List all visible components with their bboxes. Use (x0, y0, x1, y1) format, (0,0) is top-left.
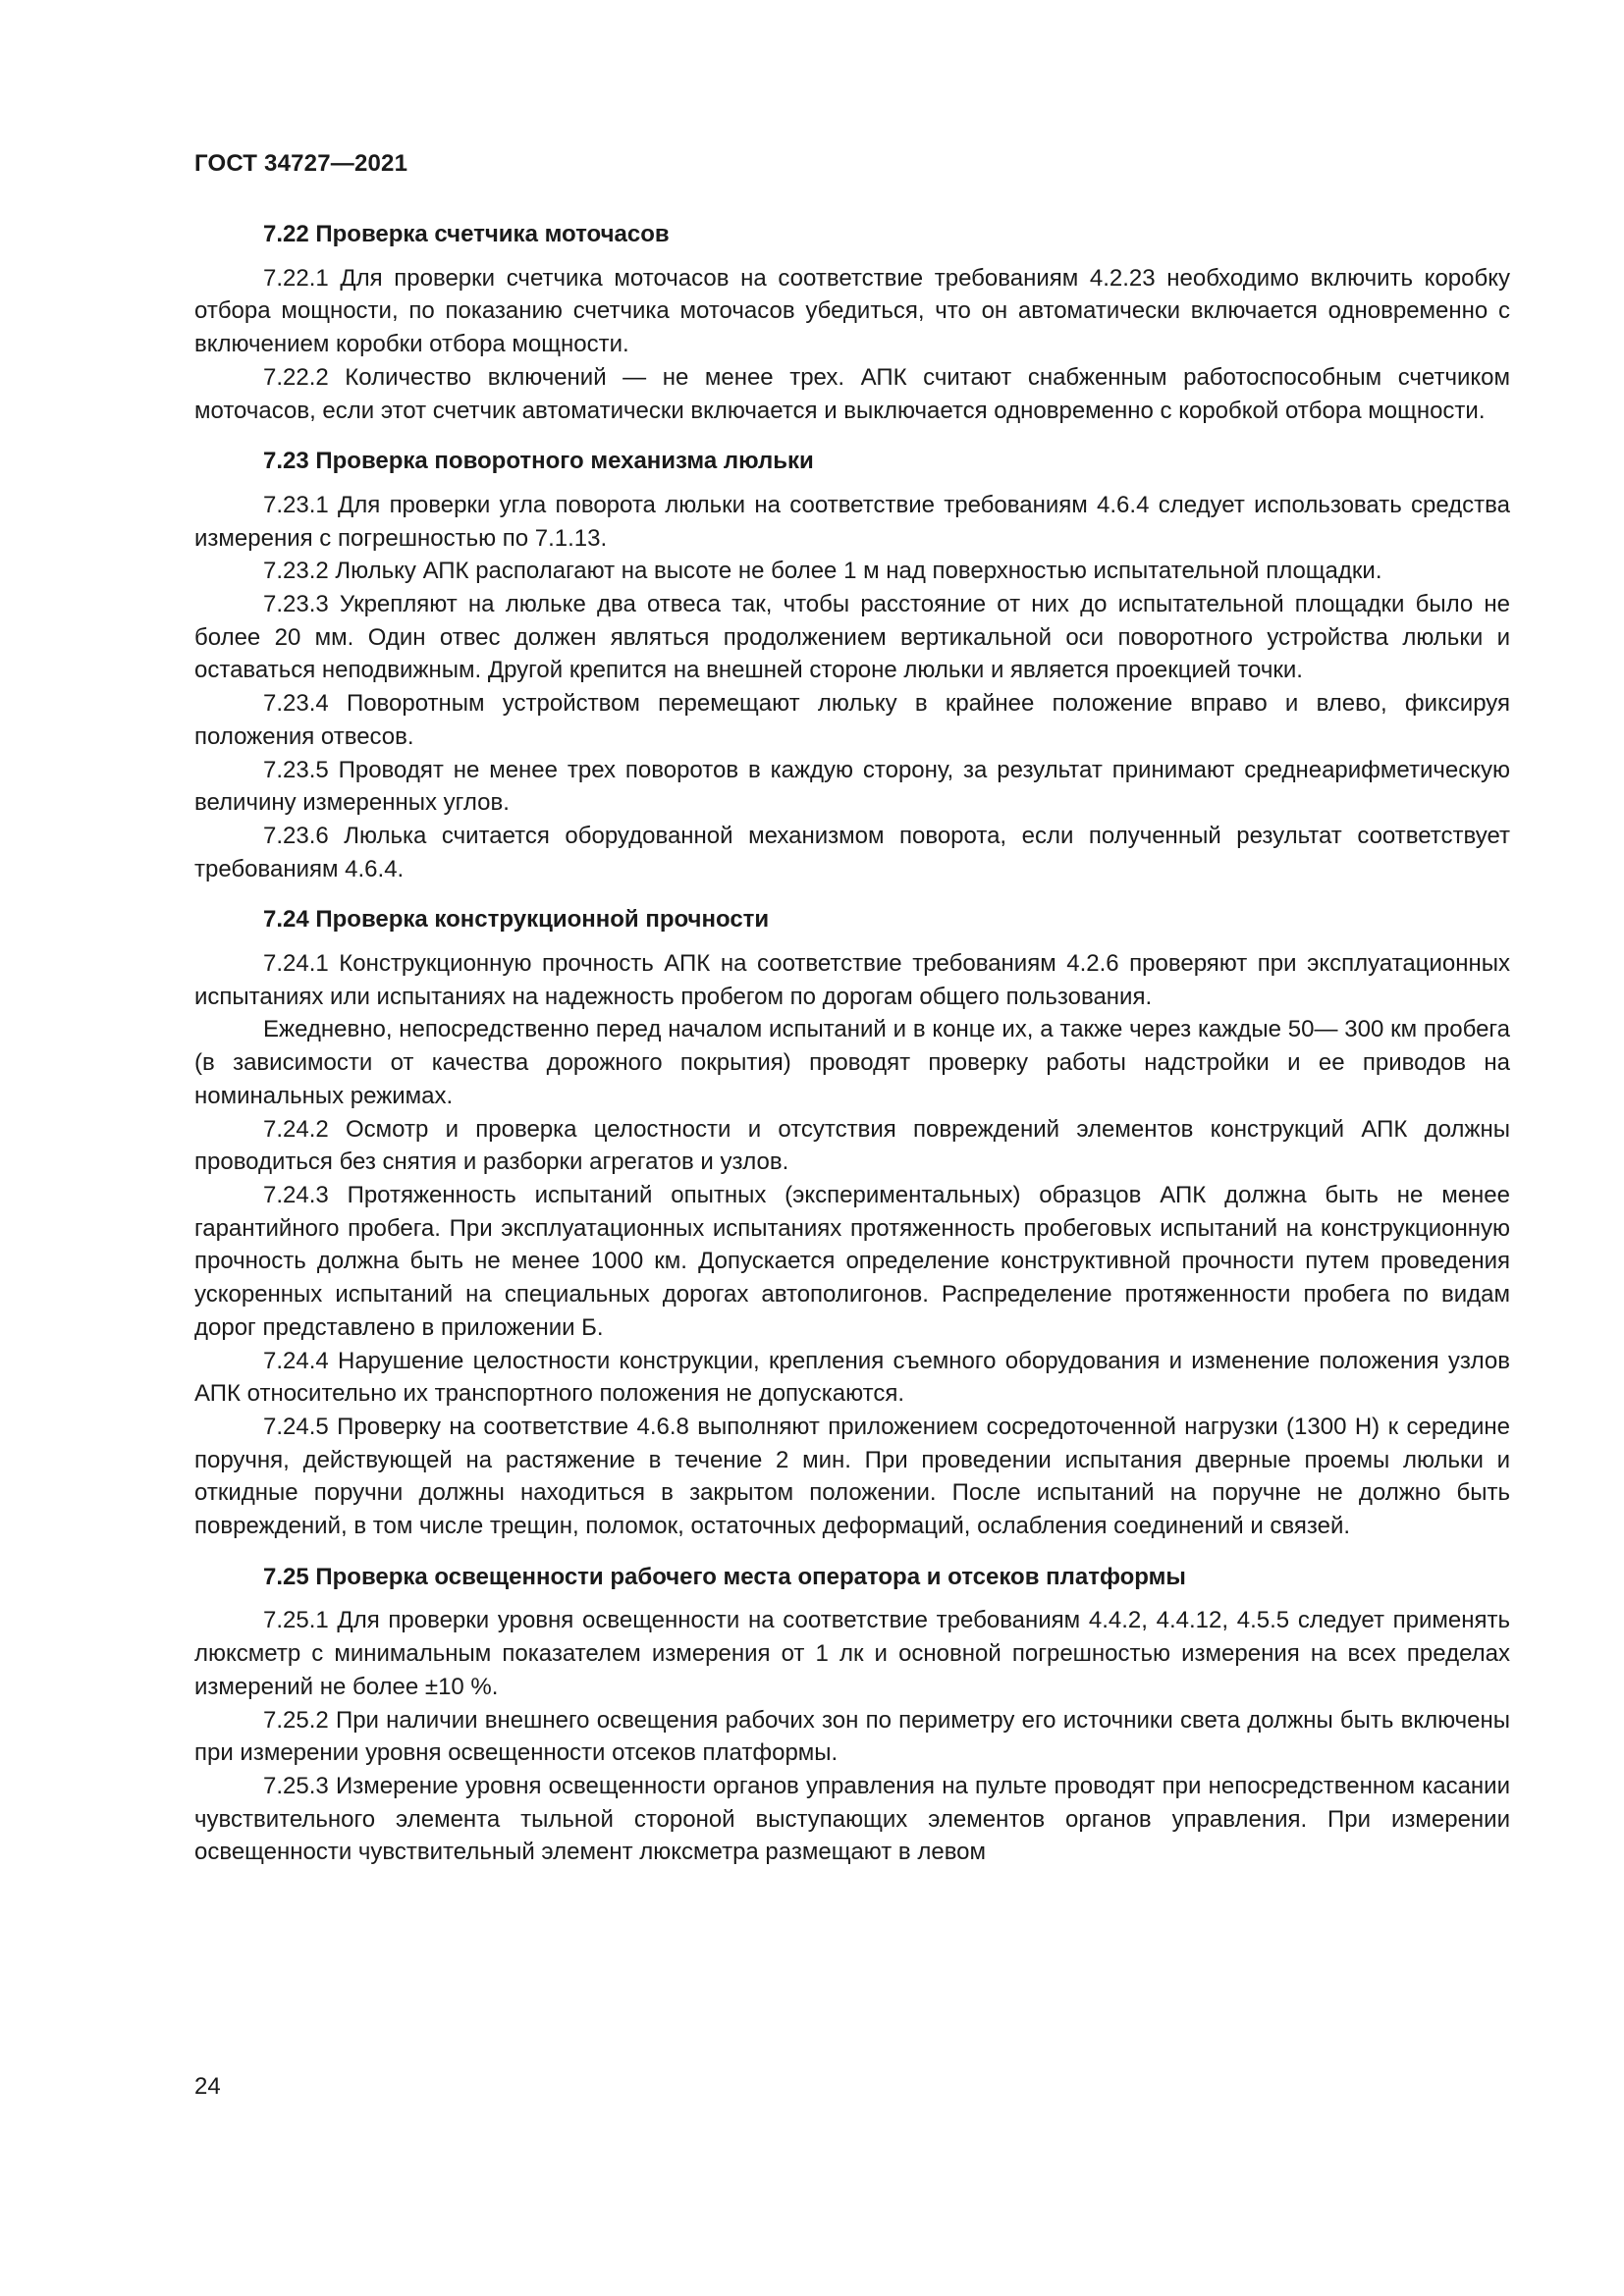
paragraph: 7.24.4 Нарушение целостности конструкции, крепления съемного оборудования и изменение положения узлов АПК относительно их транспортного положения не допускаются. (194, 1347, 1510, 1408)
paragraph: 7.23.2 Люльку АПК располагают на высоте не более 1 м над поверхностью испытательной площадки. (263, 558, 1382, 585)
section-7-22 (194, 218, 1510, 427)
paragraph: Ежедневно, непосредственно перед началом испытаний и в конце их, а также через каждые 50— 300 км пробега (в зависимости от качества дорожного покрытия) проводят проверку работы надстройки и ее приводов на номинальных режимах. (194, 1016, 1510, 1109)
paragraph: 7.25.2 При наличии внешнего освещения рабочих зон по периметру его источники света должны быть включены при измерении уровня освещенности отсеков платформы. (194, 1706, 1510, 1767)
section-title: 7.23 Проверка поворотного механизма люльки (263, 448, 814, 475)
paragraph: 7.24.5 Проверку на соответствие 4.6.8 выполняют приложением сосредоточенной нагрузки (1300 Н) к середине поручня, действующей на растяжение в течение 2 мин. При проведении испытания дверные проемы люльки и откидные поручни должны находиться в закрытом положении. После испытаний на поручне не должно быть повреждений, в том числе трещин, поломок, остаточных деформаций, ослабления соединений и связей. (194, 1413, 1510, 1540)
document-body (194, 218, 1510, 1869)
paragraph: 7.23.6 Люлька считается оборудованной механизмом поворота, если полученный результат соответствует требованиям 4.6.4. (194, 822, 1510, 882)
paragraph: 7.24.1 Конструкционную прочность АПК на соответствие требованиям 4.2.6 проверяют при эксплуатационных испытаниях или испытаниях на надежность пробегом по дорогам общего пользования. (194, 950, 1510, 1010)
section-title: 7.25 Проверка освещенности рабочего места оператора и отсеков платформы (263, 1563, 1186, 1590)
paragraph: 7.23.1 Для проверки угла поворота люльки на соответствие требованиям 4.6.4 следует использовать средства измерения с погрешностью по 7.1.13. (194, 491, 1510, 552)
paragraph: 7.23.5 Проводят не менее трех поворотов в каждую сторону, за результат принимают среднеарифметическую величину измеренных углов. (194, 756, 1510, 817)
paragraph: 7.23.4 Поворотным устройством перемещают люльку в крайнее положение вправо и влево, фиксируя положения отвесов. (194, 690, 1510, 750)
page-number: 24 (194, 2073, 221, 2100)
paragraph: 7.22.1 Для проверки счетчика моточасов на соответствие требованиям 4.2.23 необходимо включить коробку отбора мощности, по показанию счетчика моточасов убедиться, что он автоматически включается одновременно с включением коробки отбора мощности. (194, 264, 1510, 358)
paragraph: 7.25.1 Для проверки уровня освещенности на соответствие требованиям 4.4.2, 4.4.12, 4.5.5 следует применять люксметр с минимальным показателем измерения от 1 лк и основной погрешностью измерения на всех пределах измерений не более ±10 %. (194, 1607, 1510, 1700)
document-header: ГОСТ 34727—2021 (194, 150, 408, 177)
section-7-25 (194, 1561, 1510, 1869)
paragraph: 7.22.2 Количество включений — не менее трех. АПК считают снабженным работоспособным счетчиком моточасов, если этот счетчик автоматически включается и выключается одновременно с коробкой отбора мощности. (194, 363, 1510, 424)
paragraph: 7.24.3 Протяженность испытаний опытных (экспериментальных) образцов АПК должна быть не менее гарантийного пробега. При эксплуатационных испытаниях протяженность пробеговых испытаний на конструкционную прочность должна быть не менее 1000 км. Допускается определение конструктивной прочности путем проведения ускоренных испытаний на специальных дорогах автополигонов. Распределение протяженности пробега по видам дорог представлено в приложении Б. (194, 1181, 1510, 1341)
section-title: 7.24 Проверка конструкционной прочности (263, 906, 770, 934)
section-title: 7.22 Проверка счетчика моточасов (263, 221, 670, 247)
paragraph: 7.23.3 Укрепляют на люльке два отвеса так, чтобы расстояние от них до испытательной площадки было не более 20 мм. Один отвес должен являться продолжением вертикальной оси поворотного устройства люльки и оставаться неподвижным. Другой крепится на внешней стороне люльки и является проекцией точки. (194, 591, 1510, 684)
paragraph: 7.24.2 Осмотр и проверка целостности и отсутствия повреждений элементов конструкций АПК должны проводиться без снятия и разборки агрегатов и узлов. (194, 1115, 1510, 1176)
section-7-24 (194, 903, 1510, 1542)
section-7-23 (194, 445, 1510, 885)
paragraph: 7.25.3 Измерение уровня освещенности органов управления на пульте проводят при непосредственном касании чувствительного элемента тыльной стороной выступающих элементов органов управления. При измерении освещенности чувствительный элемент люксметра размещают в левом (194, 1772, 1510, 1866)
